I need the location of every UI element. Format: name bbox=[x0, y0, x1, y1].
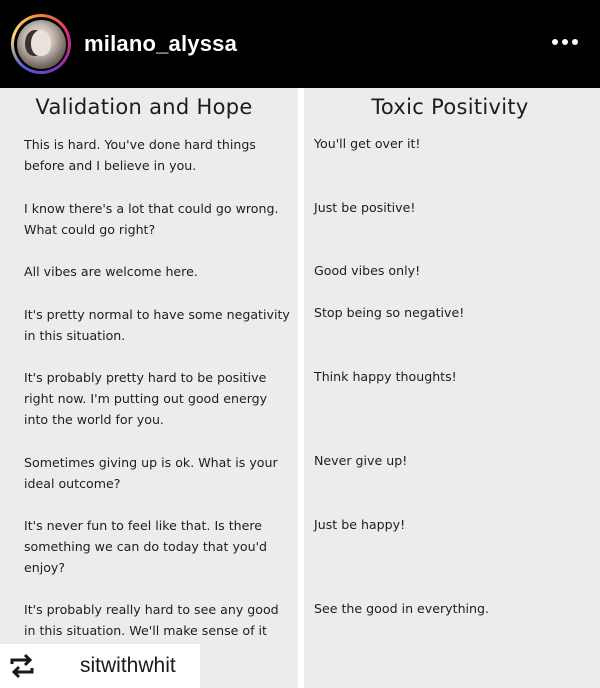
list-item: It's never fun to feel like that. Is there something we can do today that you'd enjoy? bbox=[24, 518, 268, 575]
repost-icon[interactable] bbox=[8, 653, 36, 679]
repost-username[interactable]: sitwithwhit bbox=[80, 654, 176, 677]
list-item: Stop being so negative! bbox=[314, 305, 465, 320]
repost-attribution[interactable] bbox=[0, 644, 200, 688]
username[interactable]: milano_alyssa bbox=[84, 31, 238, 56]
column-validation-and-hope bbox=[0, 88, 298, 688]
column-title: Validation and Hope bbox=[35, 95, 253, 119]
avatar-photo bbox=[17, 20, 66, 69]
list-item: It's probably really hard to see any good in this situation. We'll make sense of it bbox=[24, 602, 279, 638]
column-title: Toxic Positivity bbox=[371, 95, 529, 119]
more-dot bbox=[572, 39, 578, 45]
list-item: I know there's a lot that could go wrong. What could go right? bbox=[24, 201, 279, 237]
list-item: Think happy thoughts! bbox=[314, 369, 457, 384]
list-item: All vibes are welcome here. bbox=[24, 264, 198, 279]
avatar-border bbox=[14, 17, 68, 71]
list-item: It's pretty normal to have some negativity in this situation. bbox=[24, 307, 290, 343]
more-horizontal-icon[interactable] bbox=[552, 39, 578, 45]
more-dot bbox=[552, 39, 558, 45]
list-item: Just be happy! bbox=[314, 517, 406, 532]
more-dot bbox=[562, 39, 568, 45]
column-toxic-positivity bbox=[304, 88, 600, 688]
list-item: Sometimes giving up is ok. What is your ideal outcome? bbox=[24, 455, 278, 491]
list-item: It's probably pretty hard to be positive right now. I'm putting out good energy into the world for you. bbox=[24, 370, 268, 427]
avatar[interactable] bbox=[11, 14, 71, 74]
list-item: See the good in everything. bbox=[314, 601, 490, 616]
post-image bbox=[0, 88, 600, 688]
list-item: Just be positive! bbox=[314, 200, 416, 215]
list-item: Good vibes only! bbox=[314, 263, 421, 278]
list-item: You'll get over it! bbox=[314, 136, 421, 151]
list-item: Never give up! bbox=[314, 453, 408, 468]
list-item: This is hard. You've done hard things before and I believe in you. bbox=[24, 137, 256, 173]
post-header bbox=[0, 0, 600, 88]
